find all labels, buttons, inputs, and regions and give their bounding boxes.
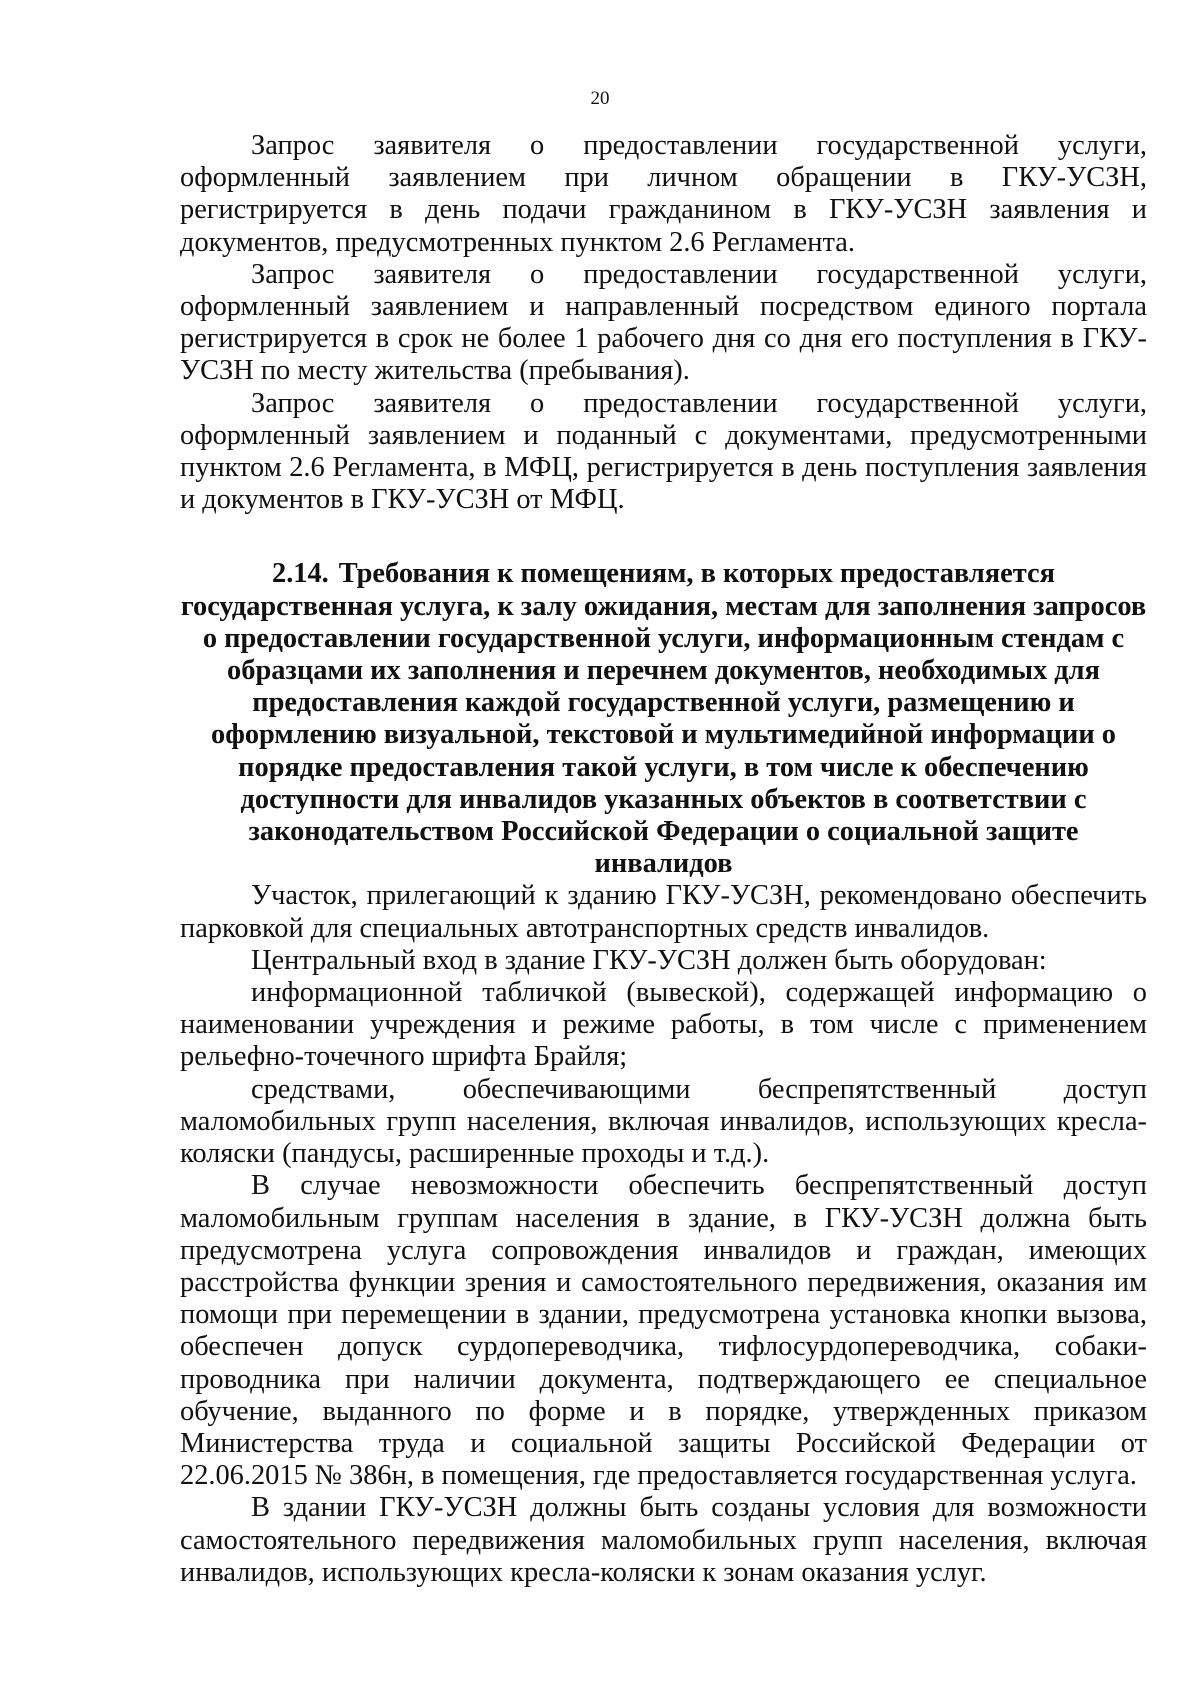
paragraph-request-portal: Запрос заявителя о предоставлении государственной услуги, оформленный заявлением и направленный посредством единого портала регистрируется в срок не более 1 рабочего дня со дня его поступления в ГКУ-УСЗН по месту жительства (пребывания). [180, 258, 1147, 387]
section-heading [180, 558, 1147, 880]
paragraph-entrance: Центральный вход в здание ГКУ-УСЗН должен быть оборудован: [251, 944, 1047, 976]
document-body [180, 130, 1147, 1589]
paragraph-request-mfc: Запрос заявителя о предоставлении государственной услуги, оформленный заявлением и поданный с документами, предусмотренными пунктом 2.6 Регламента, в МФЦ, регистрируется в день поступления заявления и документов в ГКУ-УСЗН от МФЦ. [180, 387, 1147, 516]
page-number: 20 [590, 88, 610, 109]
section-title: Требования к помещениям, в которых предоставляется государственная услуга, к залу ожидания, местам для заполнения запросов о предоставлении государственной услуги, информационным стендам с образцами их заполнения и перечнем документов, необходимых для предоставления каждой государственной услуги, размещению и оформлению визуальной, текстовой и мультимедийной информации о порядке предоставления такой услуги, в том числе к обеспечению доступности для инвалидов указанных объектов в соответствии с законодательством Российской Федерации о социальной защите инвалидов [180, 558, 1147, 880]
paragraph-parking: Участок, прилегающий к зданию ГКУ-УСЗН, рекомендовано обеспечить парковкой для специальных автотранспортных средств инвалидов. [180, 880, 1147, 944]
paragraph-assistance: В случае невозможности обеспечить беспрепятственный доступ маломобильным группам населения в здание, в ГКУ-УСЗН должна быть предусмотрена услуга сопровождения инвалидов и граждан, имеющих расстройства функции зрения и самостоятельного передвижения, оказания им помощи при перемещении в здании, предусмотрена установка кнопки вызова, обеспечен допуск сурдопереводчика, тифлосурдопереводчика, собаки-проводника при наличии документа, подтверждающего ее специальное обучение, выданного по форме и в порядке, утвержденных приказом Министерства труда и социальной защиты Российской Федерации от 22.06.2015 № 386н, в помещения, где предоставляется государственная услуга. [180, 1170, 1147, 1492]
paragraph-info-sign: информационной табличкой (вывеской), содержащей информацию о наименовании учреждения и режиме работы, в том числе с применением рельефно-точечного шрифта Брайля; [180, 977, 1147, 1073]
section-number: 2.14. [272, 558, 329, 590]
paragraph-building-conditions: В здании ГКУ-УСЗН должны быть созданы условия для возможности самостоятельного передвижения маломобильных групп населения, включая инвалидов, использующих кресла-коляски к зонам оказания услуг. [180, 1492, 1147, 1588]
paragraph-request-in-person: Запрос заявителя о предоставлении государственной услуги, оформленный заявлением при личном обращении в ГКУ-УСЗН, регистрируется в день подачи гражданином в ГКУ-УСЗН заявления и документов, предусмотренных пунктом 2.6 Регламента. [180, 130, 1147, 258]
paragraph-access-means: средствами, обеспечивающими беспрепятственный доступ маломобильных групп населения, включая инвалидов, использующих кресла-коляски (пандусы, расширенные проходы и т.д.). [180, 1073, 1147, 1170]
